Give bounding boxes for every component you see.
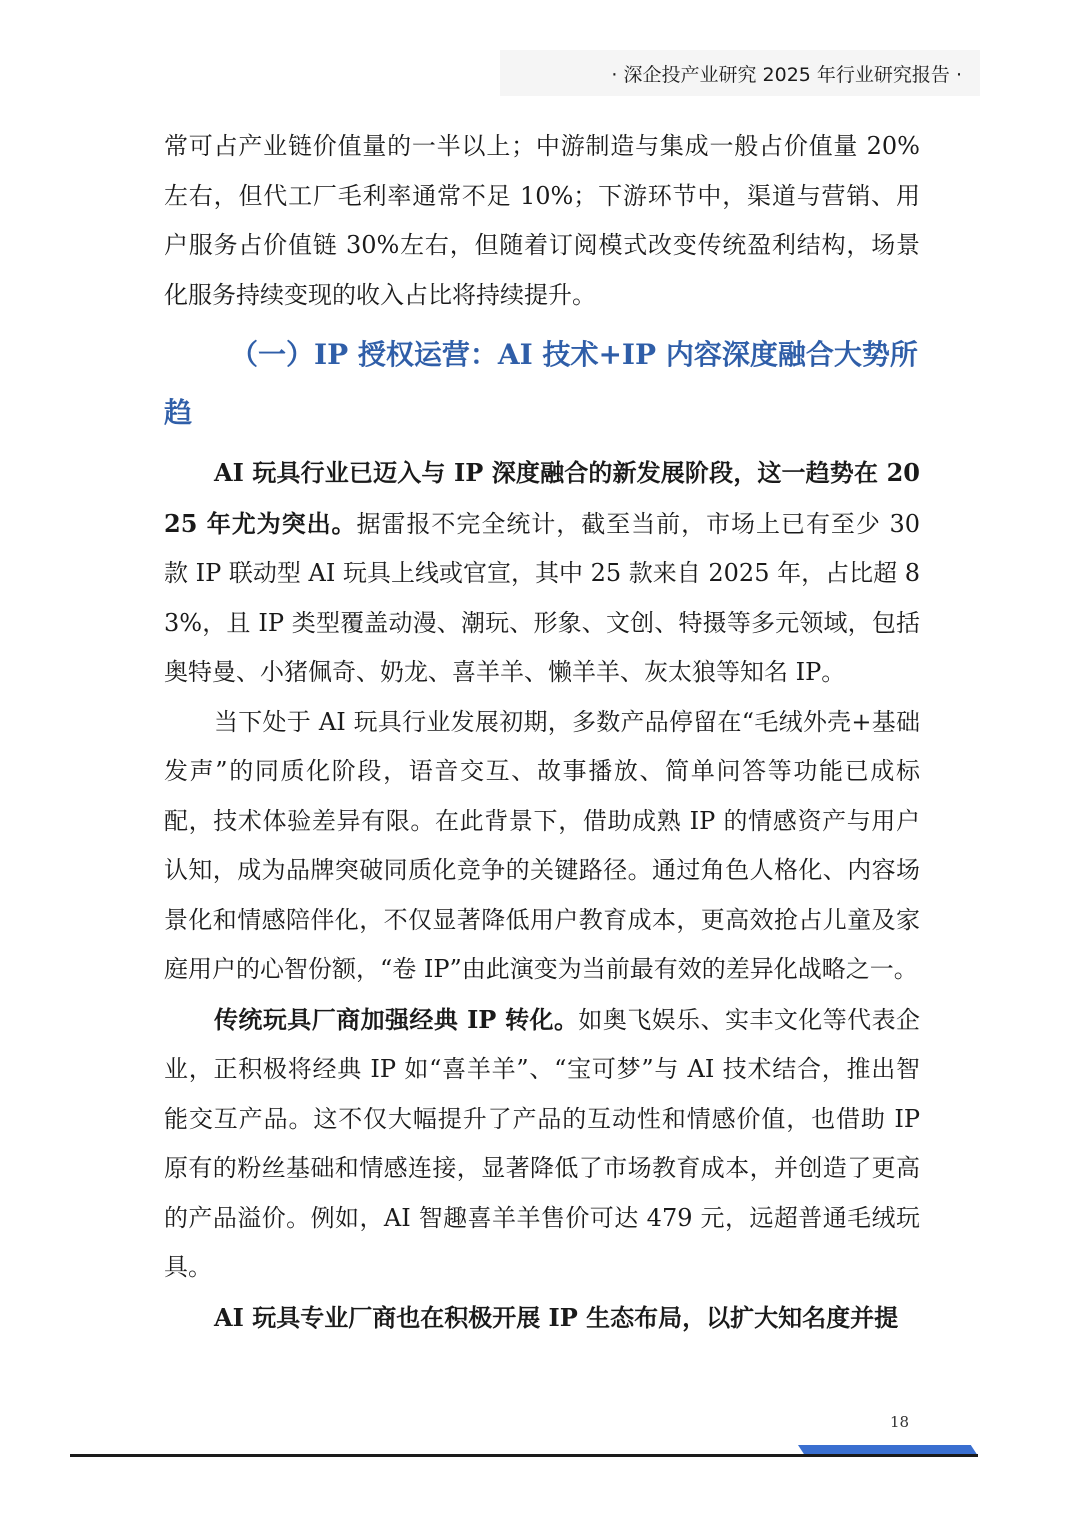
footer-rule: [70, 1454, 978, 1457]
paragraph-specialist-makers-lead: AI 玩具专业厂商也在积极开展 IP 生态布局，以扩大知名度并提: [214, 1302, 899, 1332]
paragraph-homogenization: 当下处于 AI 玩具行业发展初期，多数产品停留在“毛绒外壳+基础发声”的同质化阶段，语音交互、故事播放、简单问答等功能已成标配，技术体验差异有限。在此背景下，借助成熟 IP 的情感资产与用户认知，成为品牌突破同质化竞争的关键路径。通过角色人格化、内容场景化和情感陪伴化，不仅显著降低用户教育成本，更高效抢占儿童及家庭用户的心智份额，“卷 IP”由此演变为当前最有效的差异化战略之一。: [164, 707, 920, 983]
section-title: （一）IP 授权运营：AI 技术+IP 内容深度融合大势所趋: [164, 338, 918, 429]
page-number: 18: [890, 1413, 910, 1431]
paragraph-traditional-makers-body: 如奥飞娱乐、实丰文化等代表企业，正积极将经典 IP 如“喜羊羊”、“宝可梦”与 AI 技术结合，推出智能交互产品。这不仅大幅提升了产品的互动性和情感价值，也借助 IP 原有的粉丝基础和情感连接，显著降低了市场教育成本，并创造了更高的产品溢价。例如，AI 智趣喜羊羊售价可达 479 元，远超普通毛绒玩具。: [164, 1005, 920, 1281]
paragraph-ip-trend: [164, 448, 920, 698]
report-header-title: · 深企投产业研究 2025 年行业研究报告 ·: [611, 64, 962, 86]
paragraph-specialist-makers: [164, 1293, 920, 1344]
paragraph-traditional-makers-lead: 传统玩具厂商加强经典 IP 转化。: [214, 1004, 579, 1034]
paragraph-ip-trend-lead: AI 玩具行业已迈入与 IP 深度融合的新发展阶段，这一趋势在 2025 年尤为突出。: [164, 458, 920, 538]
document-body: [164, 122, 920, 1343]
paragraph-value-chain: 常可占产业链价值量的一半以上；中游制造与集成一般占价值量 20%左右，但代工厂毛利率通常不足 10%；下游环节中，渠道与营销、用户服务占价值链 30%左右，但随着订阅模式改变传统盈利结构，场景化服务持续变现的收入占比将持续提升。: [164, 132, 920, 309]
paragraph-ip-trend-body: 据雷报不完全统计，截至当前，市场上已有至少 30 款 IP 联动型 AI 玩具上线或官宣，其中 25 款来自 2025 年，占比超 83%，且 IP 类型覆盖动漫、潮玩、形象、文创、特摄等多元领域，包括奥特曼、小猪佩奇、奶龙、喜羊羊、懒羊羊、灰太狼等知名 IP。: [164, 509, 920, 686]
paragraph-traditional-makers: [164, 995, 920, 1293]
